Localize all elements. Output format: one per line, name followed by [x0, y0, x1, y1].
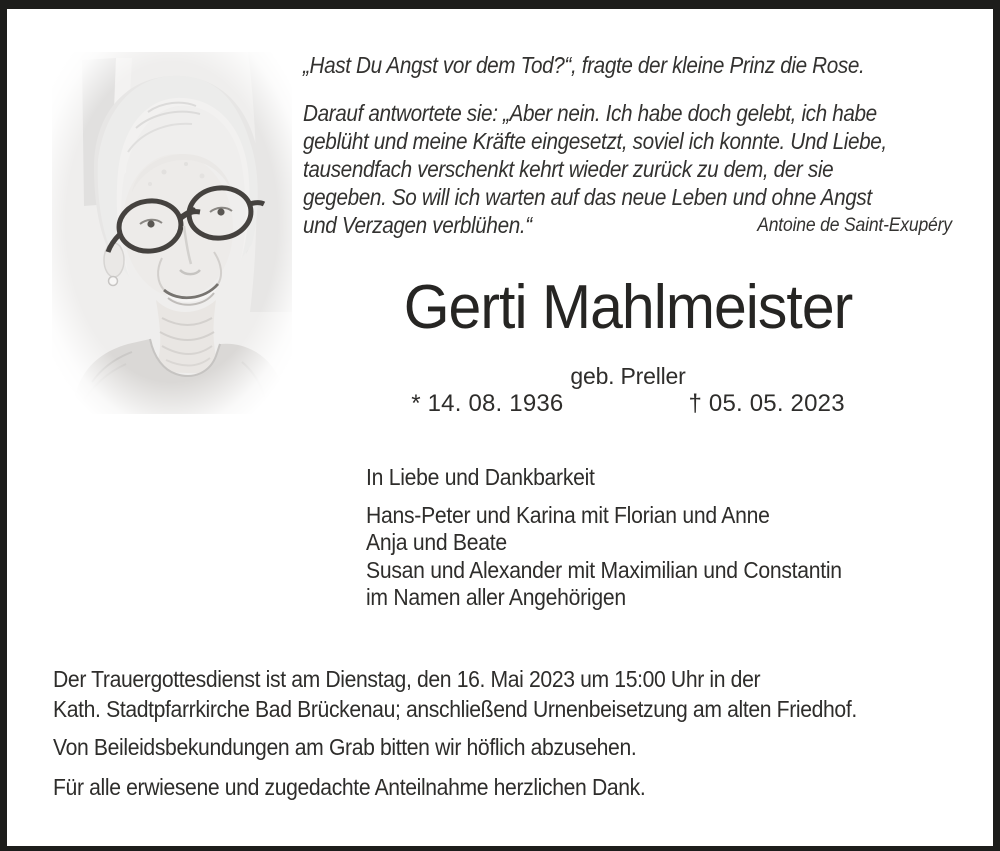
thanks-note: Für alle erwiesene und zugedachte Anteilnahme herzlichen Dank. — [53, 774, 646, 800]
family-line: Anja und Beate — [366, 529, 507, 555]
family-line: Hans-Peter und Karina mit Florian und Anne — [366, 501, 770, 528]
family-line: Susan und Alexander mit Maximilian und Constantin — [366, 556, 842, 583]
quote-line: „Hast Du Angst vor dem Tod?“, fragte der kleine Prinz die Rose. — [303, 52, 865, 78]
quote-attribution: Antoine de Saint-Exupéry — [757, 214, 952, 236]
deceased-birth-name: geb. Preller — [570, 363, 686, 389]
portrait-photo — [52, 52, 292, 414]
service-line: Der Trauergottesdienst ist am Dienstag, den 16. Mai 2023 um 15:00 Uhr in der — [53, 666, 761, 692]
deceased-block — [303, 0, 953, 430]
family-line: im Namen aller Angehörigen — [366, 584, 626, 610]
service-line: Kath. Stadtpfarrkirche Bad Brückenau; anschließend Urnenbeisetzung am alten Friedhof. — [53, 696, 857, 722]
quote-line: und Verzagen verblühen.“ — [303, 212, 532, 238]
quote-line: gegeben. So will ich warten auf das neue Leben und ohne Angst — [303, 184, 872, 210]
life-dates — [303, 390, 953, 418]
quote-line: geblüht und meine Kräfte eingesetzt, soviel ich konnte. Und Liebe, — [303, 128, 887, 154]
quote-line: Darauf antwortete sie: „Aber nein. Ich habe doch gelebt, ich habe — [303, 100, 877, 126]
condolence-note: Von Beileidsbekundungen am Grab bitten wir höflich abzusehen. — [53, 734, 637, 760]
birth-date: * 14. 08. 1936 — [411, 390, 564, 417]
deceased-name: Gerti Mahlmeister — [403, 273, 853, 342]
service-info-block — [53, 664, 982, 802]
portrait-illustration — [52, 52, 292, 414]
family-intro: In Liebe und Dankbarkeit — [366, 464, 595, 490]
family-block — [366, 464, 842, 612]
death-date: † 05. 05. 2023 — [688, 390, 845, 417]
quote-line: tausendfach verschenkt kehrt wieder zurück zu dem, der sie — [303, 156, 834, 182]
